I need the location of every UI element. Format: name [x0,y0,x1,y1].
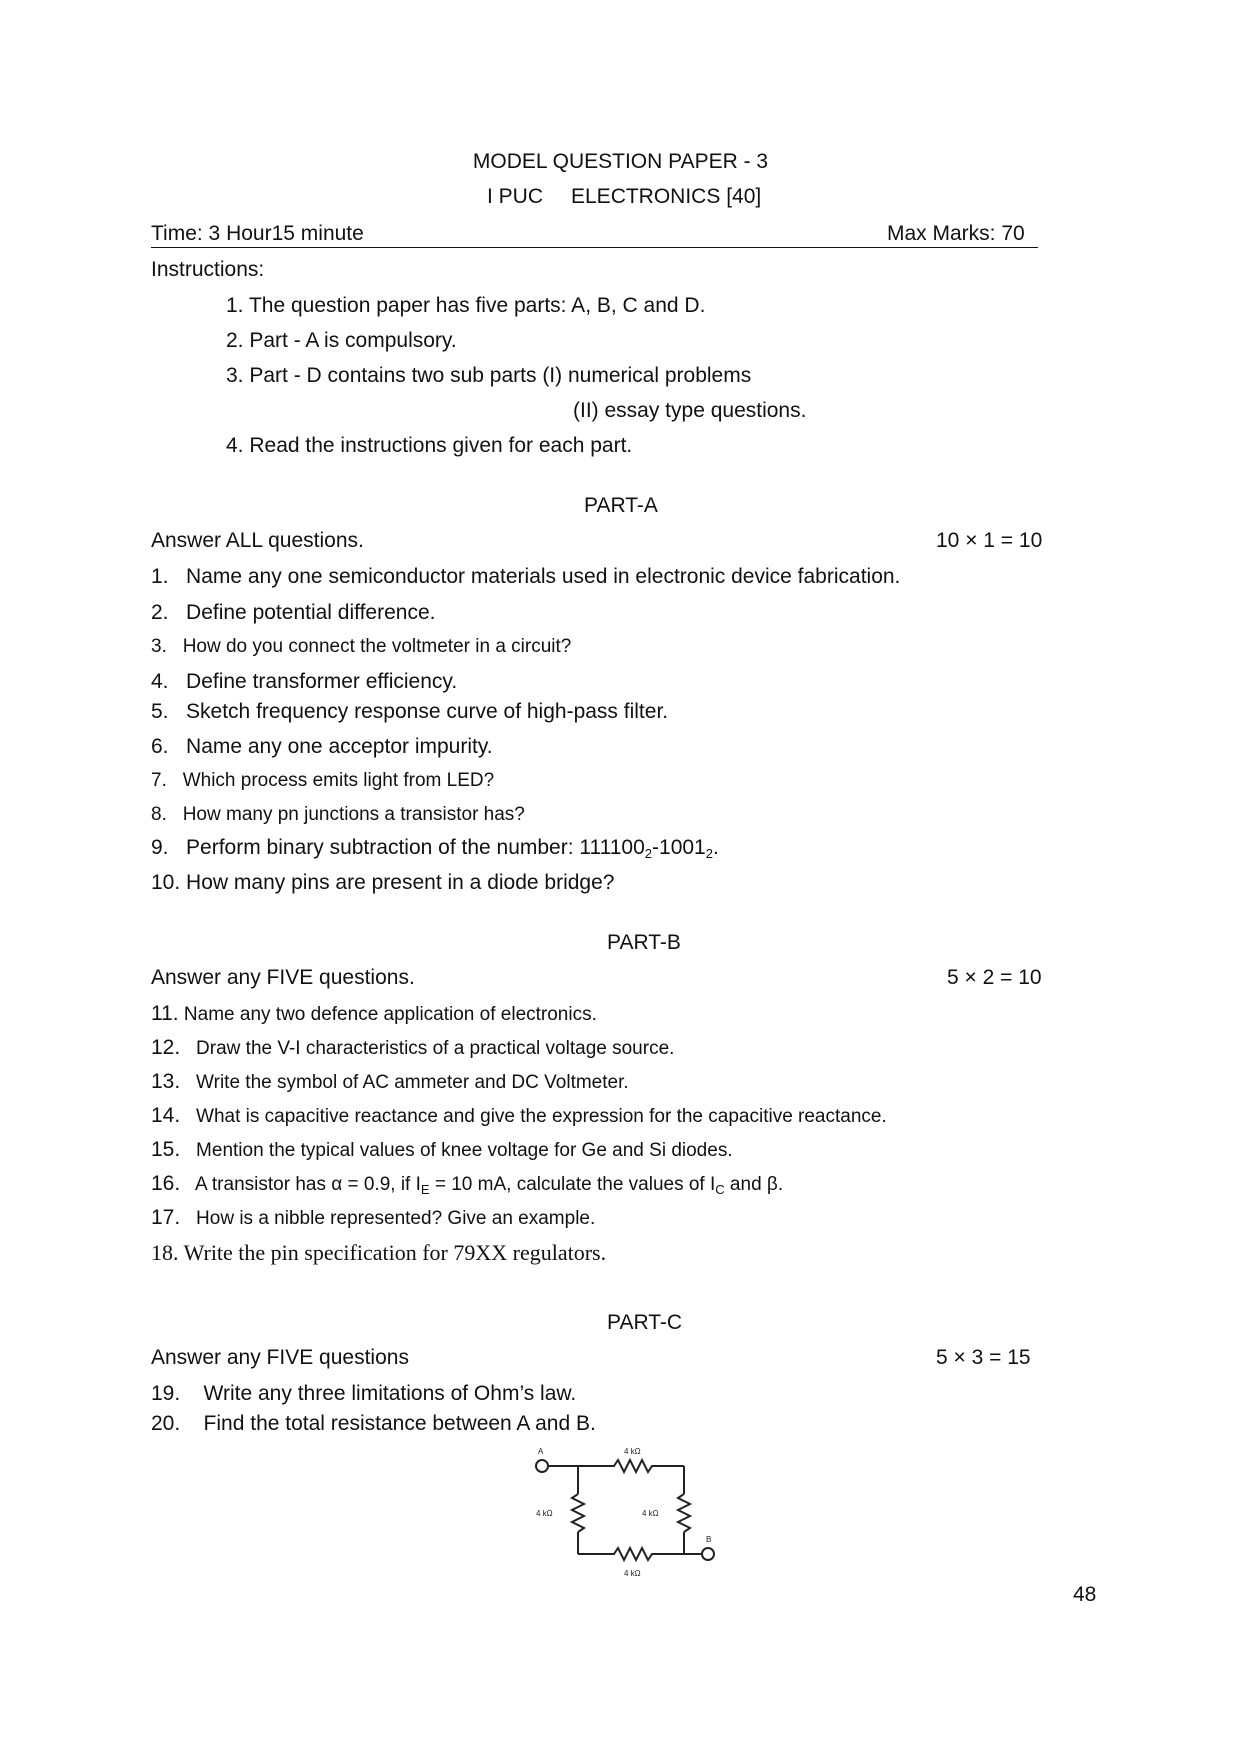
question-num: 11. [151,1002,179,1025]
question-text: Find the total resistance between A and B. [203,1412,596,1435]
part-b-marks: 5 × 2 = 10 [947,966,1042,989]
question-item [151,1002,597,1026]
question-num: 12. [151,1036,181,1059]
text-segment: . [712,836,719,859]
part-a-marks: 10 × 1 = 10 [936,529,1043,552]
instruction-item [226,364,751,388]
subscript: 2 [644,846,653,861]
text-segment: -1001 [652,836,706,859]
r-left-label: 4 kΩ [536,1509,553,1518]
paper-class: I PUC [487,185,544,208]
resistor-bottom [578,1548,684,1560]
question-num: 10. [151,871,181,894]
paper-title: MODEL QUESTION PAPER - 3 [472,150,769,173]
question-text [195,1174,783,1195]
max-marks-label: Max Marks: 70 [887,222,1025,245]
question-text: Define transformer efficiency. [186,670,458,693]
instruction-num: 4. [226,434,244,457]
instruction-text: The question paper has five parts: A, B, C and D. [248,294,706,317]
question-item [151,1206,595,1230]
question-text [186,836,719,859]
r-top-label: 4 kΩ [624,1447,641,1456]
question-num: 16. [151,1172,181,1195]
question-num: 8. [151,804,167,825]
subscript: C [715,1182,725,1197]
resistor-circuit-diagram [530,1442,730,1582]
part-a-instruction: Answer ALL questions. [151,529,364,552]
part-c-title: PART-C [607,1311,683,1334]
question-item [151,1382,576,1406]
terminal-b [702,1548,714,1560]
part-b-title: PART-B [607,931,681,954]
question-item [151,735,493,759]
subscript: 2 [705,846,713,861]
resistor-right [678,1494,690,1532]
question-text: Name any two defence application of electronics. [183,1004,597,1025]
question-text: Sketch frequency response curve of high-pass filter. [186,700,669,723]
question-num: 9. [151,836,169,859]
question-text: Which process emits light from LED? [182,770,495,791]
instruction-item [226,294,705,318]
question-num: 17. [151,1206,181,1229]
question-text: How many pn junctions a transistor has? [182,804,525,825]
header-underline [151,247,1038,248]
instruction-text: Part - D contains two sub parts (I) numerical problems [249,364,752,387]
part-c-marks: 5 × 3 = 15 [936,1346,1031,1369]
question-num: 19. [151,1382,181,1405]
question-text: How many pins are present in a diode bridge? [186,871,615,894]
question-num: 15. [151,1138,181,1161]
question-item [151,565,900,589]
question-num: 4. [151,670,169,693]
question-num: 3. [151,636,167,657]
instruction-text: Read the instructions given for each part. [249,434,633,457]
text-segment: Perform binary subtraction of the number: 111100 [186,836,645,859]
instruction-item [573,399,806,423]
question-text: What is capacitive reactance and give the expression for the capacitive reactance. [196,1106,887,1127]
question-num: 13. [151,1070,181,1093]
subscript: E [420,1182,430,1197]
question-item [151,1412,596,1436]
question-num: 7. [151,770,167,791]
instruction-item [226,434,632,458]
question-item [151,770,494,792]
terminal-a [536,1460,548,1472]
instruction-text: (II) essay type questions. [573,399,807,422]
question-num: 2. [151,601,169,624]
part-c-instruction: Answer any FIVE questions [151,1346,409,1369]
question-num: 6. [151,735,169,758]
question-num: 5. [151,700,169,723]
question-text: Write the symbol of AC ammeter and DC Voltmeter. [196,1072,629,1093]
part-b-instruction: Answer any FIVE questions. [151,966,415,989]
time-label: Time: 3 Hour15 minute [151,222,364,245]
question-text: Draw the V-I characteristics of a practical voltage source. [196,1038,675,1059]
paper-subject: ELECTRONICS [40] [571,185,762,208]
instruction-num: 1. [226,294,244,317]
question-text: Write the pin specification for 79XX regulators. [183,1240,607,1265]
resistor-left [572,1494,584,1532]
question-item [151,804,525,826]
question-item [151,1138,733,1162]
instruction-num: 3. [226,364,244,387]
instructions-label: Instructions: [151,258,265,281]
question-item [151,1240,606,1266]
question-item [151,836,719,861]
question-item [151,1172,783,1197]
question-item [151,636,571,658]
question-item [151,700,668,724]
question-text: Write any three limitations of Ohm’s law. [203,1382,577,1405]
resistor-top [578,1460,684,1472]
instruction-num: 2. [226,329,244,352]
question-item [151,601,435,625]
question-text: Define potential difference. [186,601,436,624]
instruction-text: Part - A is compulsory. [249,329,457,352]
question-item [151,1104,887,1128]
r-bottom-label: 4 kΩ [624,1569,641,1578]
page-number: 48 [1073,1583,1097,1606]
instruction-item [226,329,457,353]
r-right-label: 4 kΩ [642,1509,659,1518]
question-text: How do you connect the voltmeter in a circuit? [182,636,572,657]
question-item [151,871,614,895]
question-num: 14. [151,1104,181,1127]
text-segment: and β. [724,1174,784,1195]
node-b-label: B [706,1535,712,1544]
question-num: 1. [151,565,169,588]
question-text: Name any one semiconductor materials used in electronic device fabrication. [186,565,901,588]
question-item [151,1036,674,1060]
question-text: Mention the typical values of knee voltage for Ge and Si diodes. [196,1140,733,1161]
question-num: 18. [151,1240,179,1265]
question-item [151,1070,629,1094]
text-segment: A transistor has α = 0.9, if I [195,1174,421,1195]
part-a-title: PART-A [584,494,658,517]
node-a-label: A [538,1447,544,1456]
question-text: Name any one acceptor impurity. [186,735,493,758]
question-text: How is a nibble represented? Give an example. [196,1208,596,1229]
text-segment: = 10 mA, calculate the values of I [429,1174,716,1195]
question-num: 20. [151,1412,181,1435]
question-item [151,670,457,694]
